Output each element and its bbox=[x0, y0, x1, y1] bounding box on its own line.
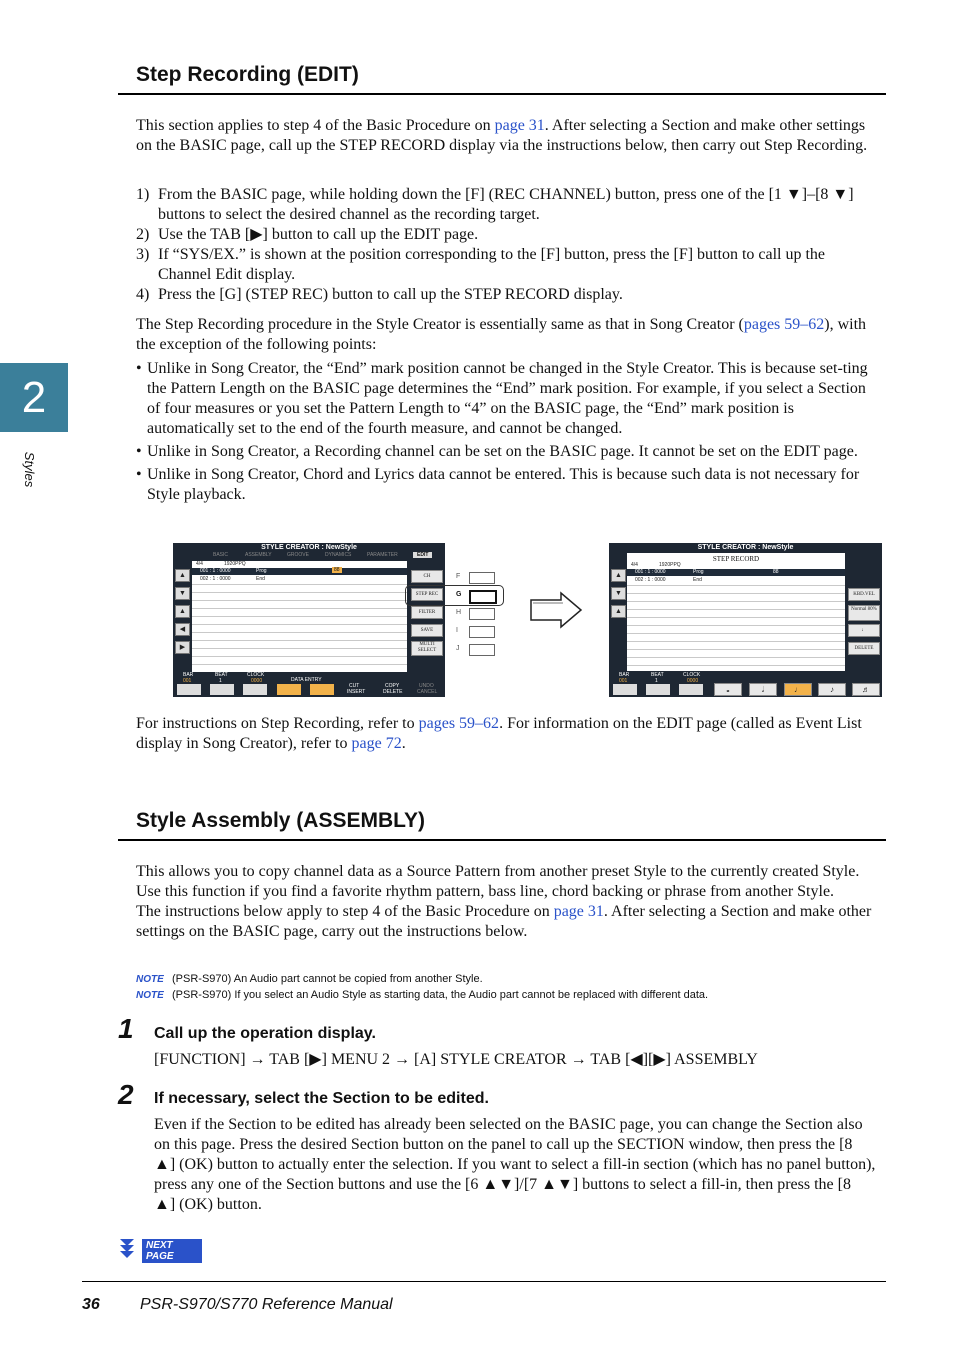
step-record-heading: STEP RECORD bbox=[712, 555, 760, 563]
section1-bullets bbox=[136, 356, 876, 505]
multi-select-button[interactable]: MULTI SELECT bbox=[411, 641, 443, 656]
bar-label: BAR bbox=[619, 672, 630, 678]
event-list: 4/4 1920PPQ 001 : 1 : 0000 Prog 88 002 : 1 : 0000 End bbox=[192, 561, 407, 672]
double-chevron-down-icon bbox=[118, 1238, 136, 1258]
step-heading: If necessary, select the Section to be edited. bbox=[154, 1090, 489, 1107]
bar-updown-button[interactable] bbox=[177, 684, 201, 695]
up-arrow-icon[interactable]: ▲ bbox=[611, 569, 626, 582]
beat-updown-button[interactable] bbox=[646, 684, 670, 695]
sixteenth-note-button[interactable]: ♬ bbox=[852, 683, 880, 696]
step-item: 2) Use the TAB [▶] button to call up the EDIT page. bbox=[136, 226, 479, 243]
panel-button-h[interactable] bbox=[469, 608, 495, 620]
bullet-item: • Unlike in Song Creator, the “End” mark position cannot be changed in the Style Creator. This is because set-ting the Pattern Length on the BASIC page determines the “End” mark position. For example, if you select a Section of four measures or you set the Pattern Length to “4” on the BASIC page, the “End” mark position is automatically set to the end of the fourth measure, and cannot be changed. bbox=[136, 360, 868, 437]
panel-button-g[interactable] bbox=[469, 590, 497, 604]
filter-button[interactable]: FILTER bbox=[411, 606, 443, 619]
page-link[interactable]: page 31 bbox=[553, 903, 604, 920]
clock-updown-button[interactable] bbox=[243, 684, 267, 695]
page-link[interactable]: page 72 bbox=[351, 735, 402, 752]
half-note-button[interactable]: 𝅗𝅥 bbox=[749, 683, 777, 696]
down-arrow-icon[interactable]: ▼ bbox=[175, 587, 190, 600]
clock-updown-button[interactable] bbox=[679, 684, 703, 695]
section-rule bbox=[118, 839, 886, 841]
page-number: 36 bbox=[82, 1296, 100, 1313]
section-title-style-assembly: Style Assembly (ASSEMBLY) bbox=[136, 809, 426, 832]
top-arrow-icon[interactable]: ▲ bbox=[175, 605, 190, 618]
beat-label: BEAT bbox=[651, 672, 664, 678]
note-item: NOTE (PSR-S970) If you select an Audio Style as starting data, the Audio part cannot be replaced with different data. bbox=[136, 989, 709, 1001]
bullet-item: • Unlike in Song Creator, Chord and Lyrics data cannot be entered. This is because such data is not necessary for Style playback. bbox=[136, 466, 860, 503]
tab-basic: BASIC bbox=[213, 552, 229, 558]
chapter-label: Styles bbox=[22, 451, 38, 488]
next-page-label: NEXT PAGE bbox=[142, 1239, 202, 1263]
delete-button[interactable]: DELETE bbox=[383, 689, 403, 695]
tab-parameter: PARAMETER bbox=[367, 552, 398, 558]
tab-assembly: ASSEMBLY bbox=[245, 552, 272, 558]
clock-label: CLOCK bbox=[247, 672, 265, 678]
eighth-note-button[interactable]: ♪ bbox=[818, 683, 846, 696]
step-heading: Call up the operation display. bbox=[154, 1025, 376, 1042]
page-link[interactable]: pages 59–62 bbox=[418, 715, 500, 732]
section1-steps bbox=[136, 185, 876, 305]
section1-compare: The Step Recording procedure in the Style Creator is essentially same as that in Song Creator (pages 59–62), with the exception of the following points: bbox=[136, 316, 867, 353]
quarter-note-button[interactable]: ♩ bbox=[784, 683, 812, 696]
cut-button[interactable]: CUT bbox=[349, 683, 360, 689]
beat-label: BEAT bbox=[215, 672, 228, 678]
step-record-screenshot: STYLE CREATOR : NewStyle STEP RECORD 4/4 1920PPQ 001 : 1 : 0000 Prog 88 002 : 1 : 0000 End ▲ ▼ ▲ KBD.VEL Normal 80% ♩ DELETE BAR BEAT CLOCK 001 1 0000 𝅝 𝅗𝅥 ♩ ♪ ♬ bbox=[609, 543, 882, 697]
step-item: 3) If “SYS/EX.” is shown at the position corresponding to the [F] button, press the [F] button to call up the Channel Edit display. bbox=[136, 246, 826, 283]
insert-button[interactable]: INSERT bbox=[347, 689, 366, 695]
note-length-button[interactable]: ♩ bbox=[848, 624, 880, 637]
bullet-item: • Unlike in Song Creator, a Recording channel can be set on the BASIC page. It cannot be set on the EDIT page. bbox=[136, 443, 858, 460]
panel-button-j[interactable] bbox=[469, 644, 495, 656]
panel-button-i[interactable] bbox=[469, 626, 495, 638]
left-arrow-icon[interactable]: ◀ bbox=[175, 623, 190, 636]
delete-button[interactable]: DELETE bbox=[848, 642, 880, 655]
data-entry-small-button[interactable] bbox=[310, 684, 334, 695]
step-rec-button[interactable]: STEP REC bbox=[411, 588, 443, 601]
cancel-button[interactable]: CANCEL bbox=[417, 689, 438, 695]
chapter-number-tab: 2 bbox=[0, 363, 68, 432]
section-rule bbox=[118, 93, 886, 95]
edit-page-screenshot: STYLE CREATOR : NewStyle BASIC ASSEMBLY GROOVE DYNAMICS PARAMETER EDIT 4/4 1920PPQ 001 : 1 : 0000 Prog 88 002 : 1 : 0000 End ▲ ▼ ▲ ◀ ▶ CH STEP REC FILTER SAVE MULTI SELECT BAR BEAT CLOCK DATA ENTRY 001 1 0000 CUT INSERT COPY DELETE UNDO CANCEL bbox=[173, 543, 445, 697]
kbd-vel-button[interactable]: KBD.VEL bbox=[848, 588, 880, 601]
beat-updown-button[interactable] bbox=[210, 684, 234, 695]
data-entry-large-button[interactable] bbox=[277, 684, 301, 695]
section1-intro: This section applies to step 4 of the Basic Procedure on page 31. After selecting a Section and make other settings on the BASIC page, call up the STEP RECORD display via the instructions below, then carry out Step Recording. bbox=[136, 117, 868, 154]
down-arrow-icon[interactable]: ▼ bbox=[611, 587, 626, 600]
section1-after: For instructions on Step Recording, refer to pages 59–62. For information on the EDIT page (called as Event List display in Song Creator), refer to page 72. bbox=[136, 715, 862, 752]
next-page-marker[interactable] bbox=[118, 1238, 202, 1262]
undo-button[interactable]: UNDO bbox=[419, 683, 434, 689]
section-title-step-recording: Step Recording (EDIT) bbox=[136, 63, 359, 86]
step-number: 1 bbox=[118, 1013, 134, 1044]
page-link[interactable]: page 31 bbox=[494, 117, 545, 134]
bar-updown-button[interactable] bbox=[613, 684, 637, 695]
copy-button[interactable]: COPY bbox=[385, 683, 400, 689]
bar-label: BAR bbox=[183, 672, 194, 678]
up-arrow-icon[interactable]: ▲ bbox=[175, 569, 190, 582]
tab-edit: EDIT bbox=[413, 552, 432, 558]
step-body: [FUNCTION] → TAB [▶] MENU 2 → [A] STYLE CREATOR → TAB [◀][▶] ASSEMBLY bbox=[154, 1051, 758, 1068]
ch-button[interactable]: CH bbox=[411, 570, 443, 583]
step-item: 1) From the BASIC page, while holding down the [F] (REC CHANNEL) button, press one of the [1 ▼]–[8 ▼] buttons to select the desired channel as the recording target. bbox=[136, 186, 854, 223]
screen-title: STYLE CREATOR : NewStyle bbox=[697, 544, 794, 551]
right-arrow-icon[interactable]: ▶ bbox=[175, 641, 190, 654]
velocity-value[interactable]: Normal 80% bbox=[848, 605, 880, 621]
note-item: NOTE (PSR-S970) An Audio part cannot be copied from another Style. bbox=[136, 973, 483, 985]
right-arrow-icon bbox=[527, 590, 583, 630]
whole-note-button[interactable]: 𝅝 bbox=[714, 683, 742, 696]
step-number: 2 bbox=[118, 1079, 134, 1110]
panel-button-f[interactable] bbox=[469, 572, 495, 584]
step-item: 4) Press the [G] (STEP REC) button to call up the STEP RECORD display. bbox=[136, 286, 623, 303]
step-body: Even if the Section to be edited has already been selected on the BASIC page, you can change the Section also on this page. Press the desired Section button on the panel to call up the SECTION window, then press the [8 ▲] (OK) button to actually enter the selection. If you want to select a fill-in section (which has no panel button), press any one of the Section buttons and use the [6 ▲▼]/[7 ▲▼] buttons to select a fill-in, then press the [8 ▲] (OK) button. bbox=[154, 1116, 876, 1213]
footer-rule bbox=[82, 1281, 886, 1282]
tab-groove: GROOVE bbox=[287, 552, 309, 558]
tab-dynamics: DYNAMICS bbox=[325, 552, 352, 558]
screen-title: STYLE CREATOR : NewStyle bbox=[261, 544, 357, 551]
manual-title: PSR-S970/S770 Reference Manual bbox=[140, 1296, 393, 1313]
top-arrow-icon[interactable]: ▲ bbox=[611, 605, 626, 618]
event-list: STEP RECORD 4/4 1920PPQ 001 : 1 : 0000 Prog 88 002 : 1 : 0000 End bbox=[627, 553, 845, 671]
save-button[interactable]: SAVE bbox=[411, 624, 443, 637]
data-entry-label: DATA ENTRY bbox=[291, 677, 322, 683]
page-link[interactable]: pages 59–62 bbox=[743, 316, 825, 333]
screen-tabs bbox=[203, 552, 441, 560]
clock-label: CLOCK bbox=[683, 672, 701, 678]
section2-intro: This allows you to copy channel data as a Source Pattern from another preset Style to the currently created Style. Use this function if you find a favorite rhythm pattern, bass line, chord backing or phrase from another Style. The instructions below apply to step 4 of the Basic Procedure on page 31. After selecting a Section and make other settings on the BASIC page, carry out the instructions below. bbox=[136, 863, 872, 940]
